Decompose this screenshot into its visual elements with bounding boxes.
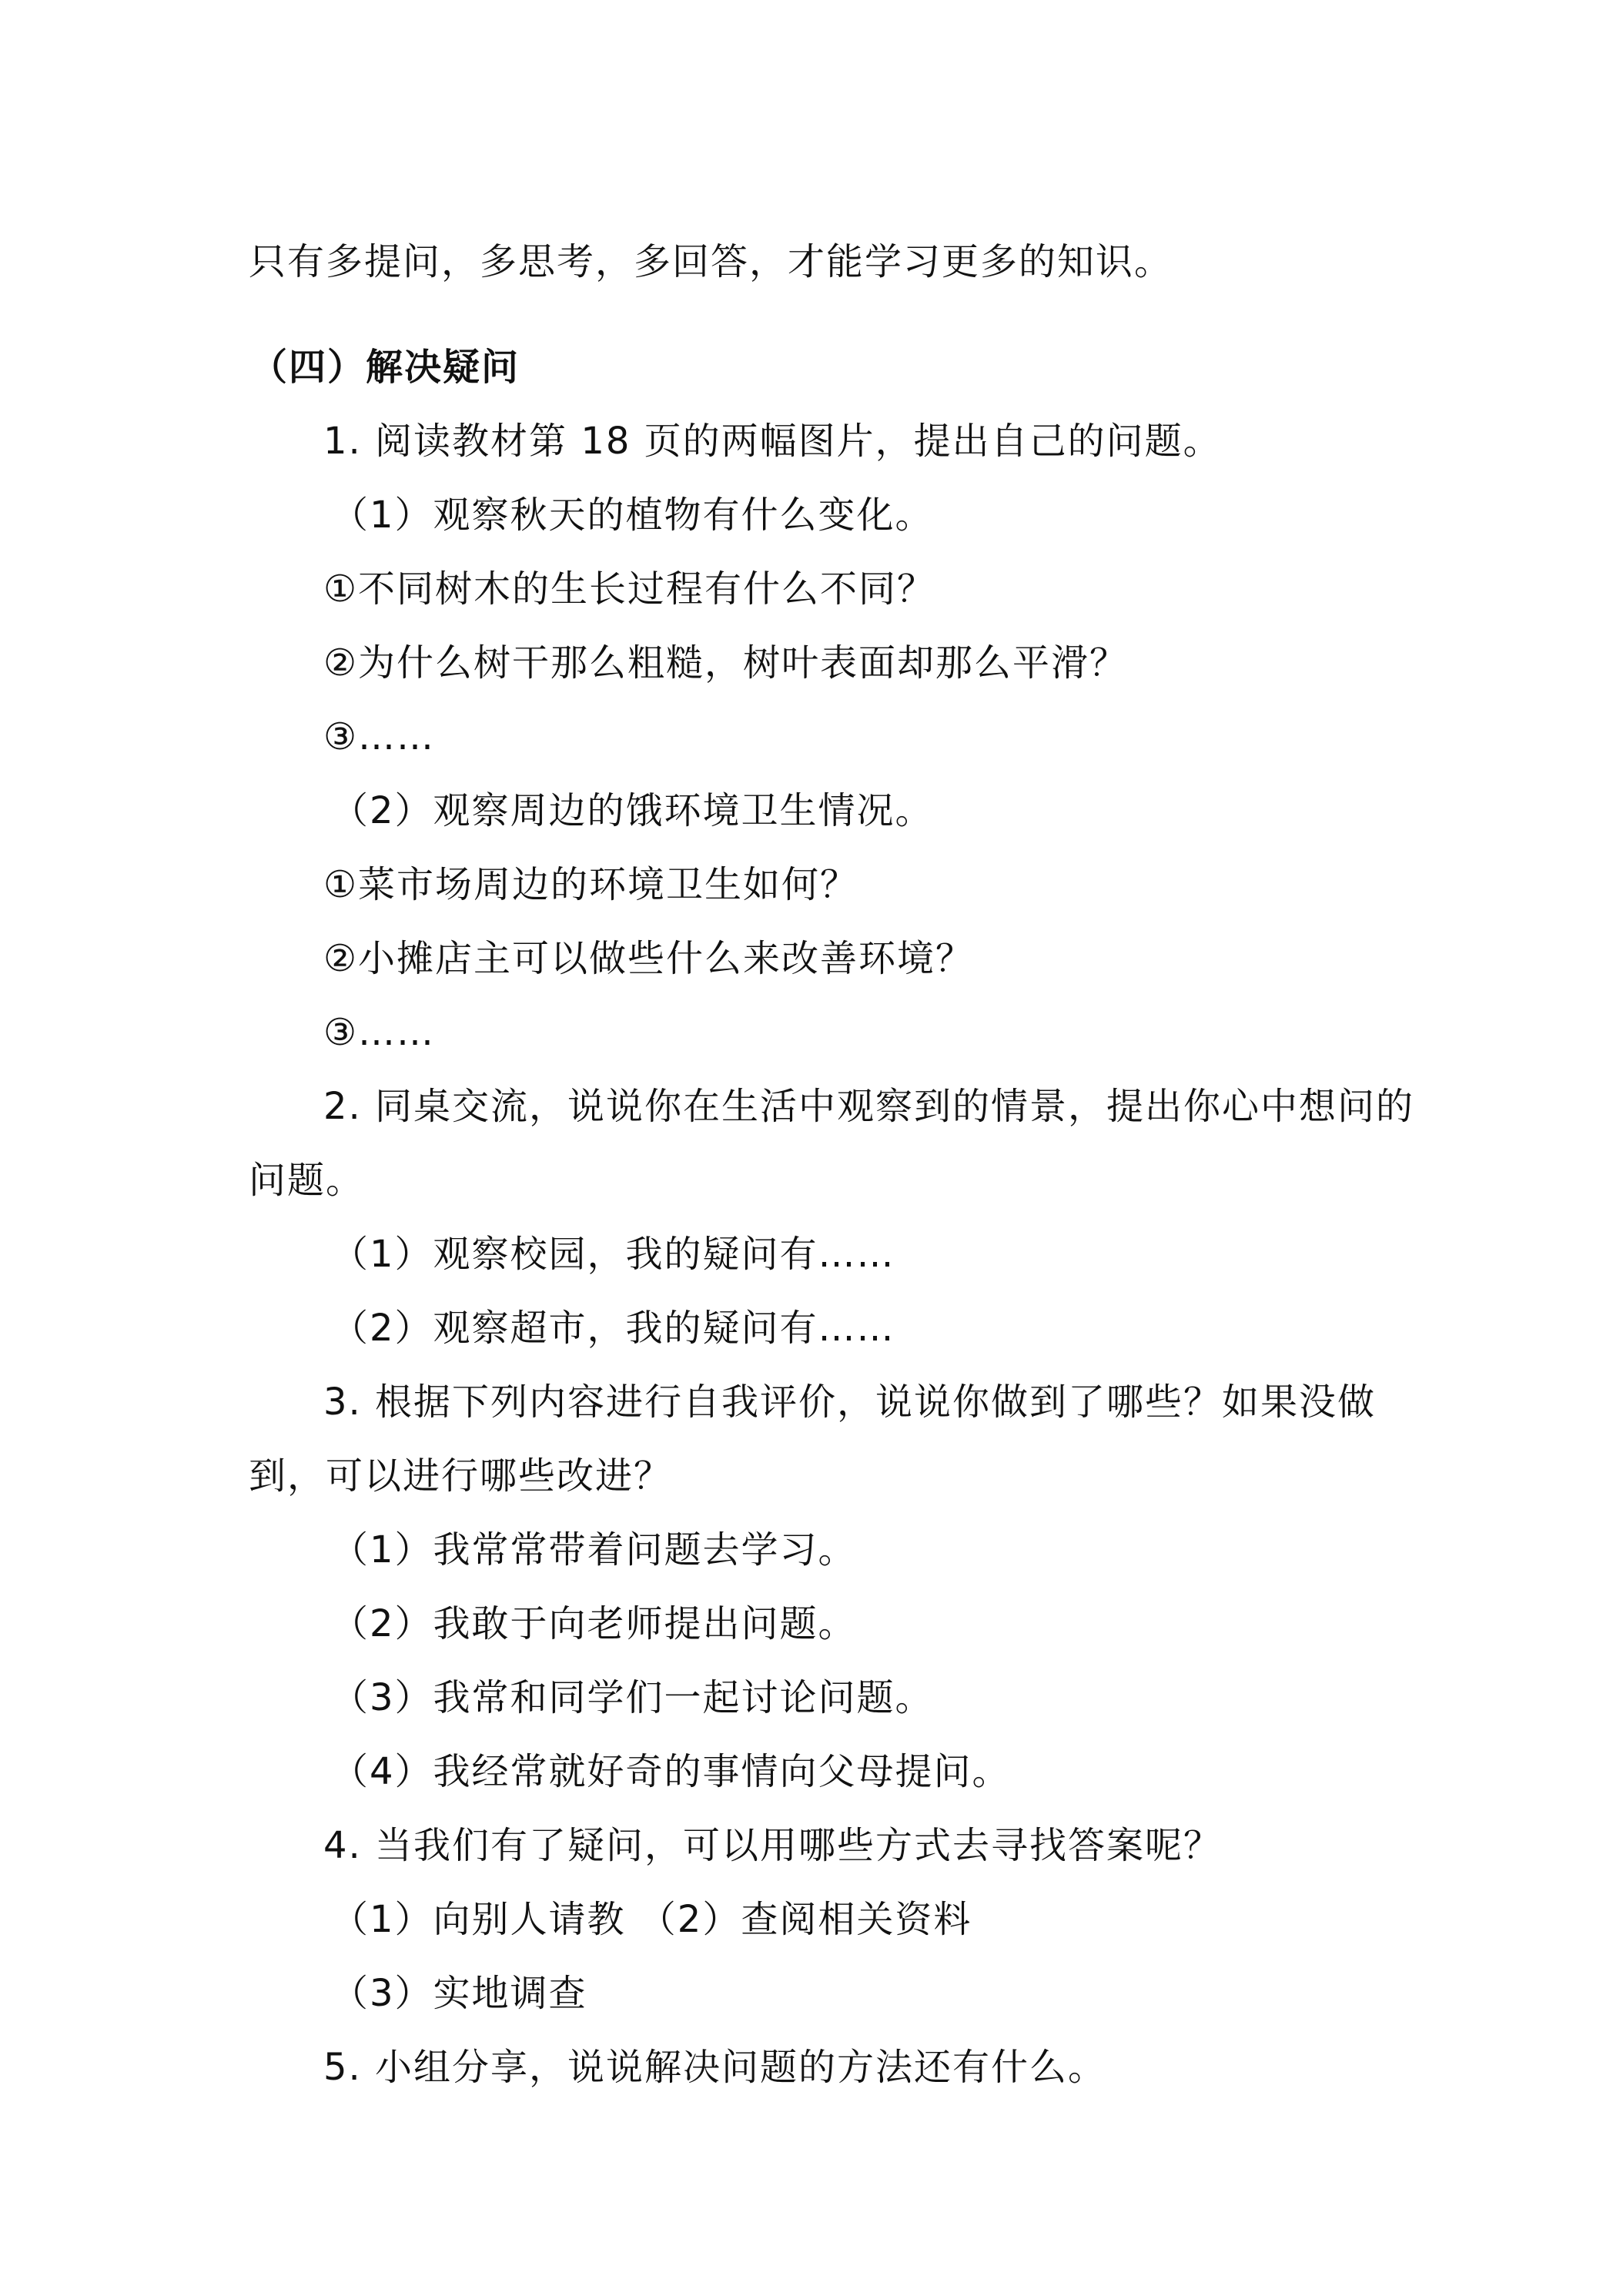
task-1-sub-2-q1: ①菜市场周边的环境卫生如何？ <box>323 863 859 906</box>
task-1-sub-1-q3: ③…… <box>323 715 436 758</box>
task-1-sub-1-q1: ①不同树木的生长过程有什么不同？ <box>323 567 936 611</box>
task-5: 5. 小组分享，说说解决问题的方法还有什么。 <box>323 2046 1107 2089</box>
task-1-sub-2-q2: ②小摊店主可以做些什么来改善环境？ <box>323 937 975 980</box>
section-heading: （四）解决疑问 <box>250 346 520 389</box>
task-3-sub-2: （2）我敢于向老师提出问题。 <box>331 1602 857 1645</box>
task-2-sub-2: （2）观察超市，我的疑问有…… <box>331 1307 895 1350</box>
task-2-continuation: 问题。 <box>249 1159 365 1202</box>
intro-text: 只有多提问，多思考，多回答，才能学习更多的知识。 <box>249 240 1173 283</box>
task-4-options-1-2: （1）向别人请教 （2）查阅相关资料 <box>331 1898 972 1941</box>
task-3-continuation: 到，可以进行哪些改进？ <box>249 1454 673 1498</box>
task-1-sub-1-q2: ②为什么树干那么粗糙，树叶表面却那么平滑？ <box>323 641 1129 684</box>
task-3-sub-3: （3）我常和同学们一起讨论问题。 <box>331 1676 934 1719</box>
task-2-sub-1: （1）观察校园，我的疑问有…… <box>331 1233 895 1276</box>
task-3-sub-4: （4）我经常就好奇的事情向父母提问。 <box>331 1750 1011 1793</box>
task-1-sub-2-q3: ③…… <box>323 1011 436 1054</box>
task-1-sub-1: （1）观察秋天的植物有什么变化。 <box>331 494 934 537</box>
task-2: 2. 同桌交流，说说你在生活中观察到的情景，提出你心中想问的 <box>323 1085 1415 1128</box>
task-1: 1. 阅读教材第 18 页的两幅图片，提出自己的问题。 <box>323 420 1222 463</box>
task-3: 3. 根据下列内容进行自我评价，说说你做到了哪些？如果没做 <box>323 1381 1377 1424</box>
task-4: 4. 当我们有了疑问，可以用哪些方式去寻找答案呢？ <box>323 1824 1223 1867</box>
task-1-sub-2: （2）观察周边的饿环境卫生情况。 <box>331 789 934 832</box>
task-3-sub-1: （1）我常常带着问题去学习。 <box>331 1528 857 1571</box>
task-4-option-3: （3）实地调查 <box>331 1972 587 2015</box>
